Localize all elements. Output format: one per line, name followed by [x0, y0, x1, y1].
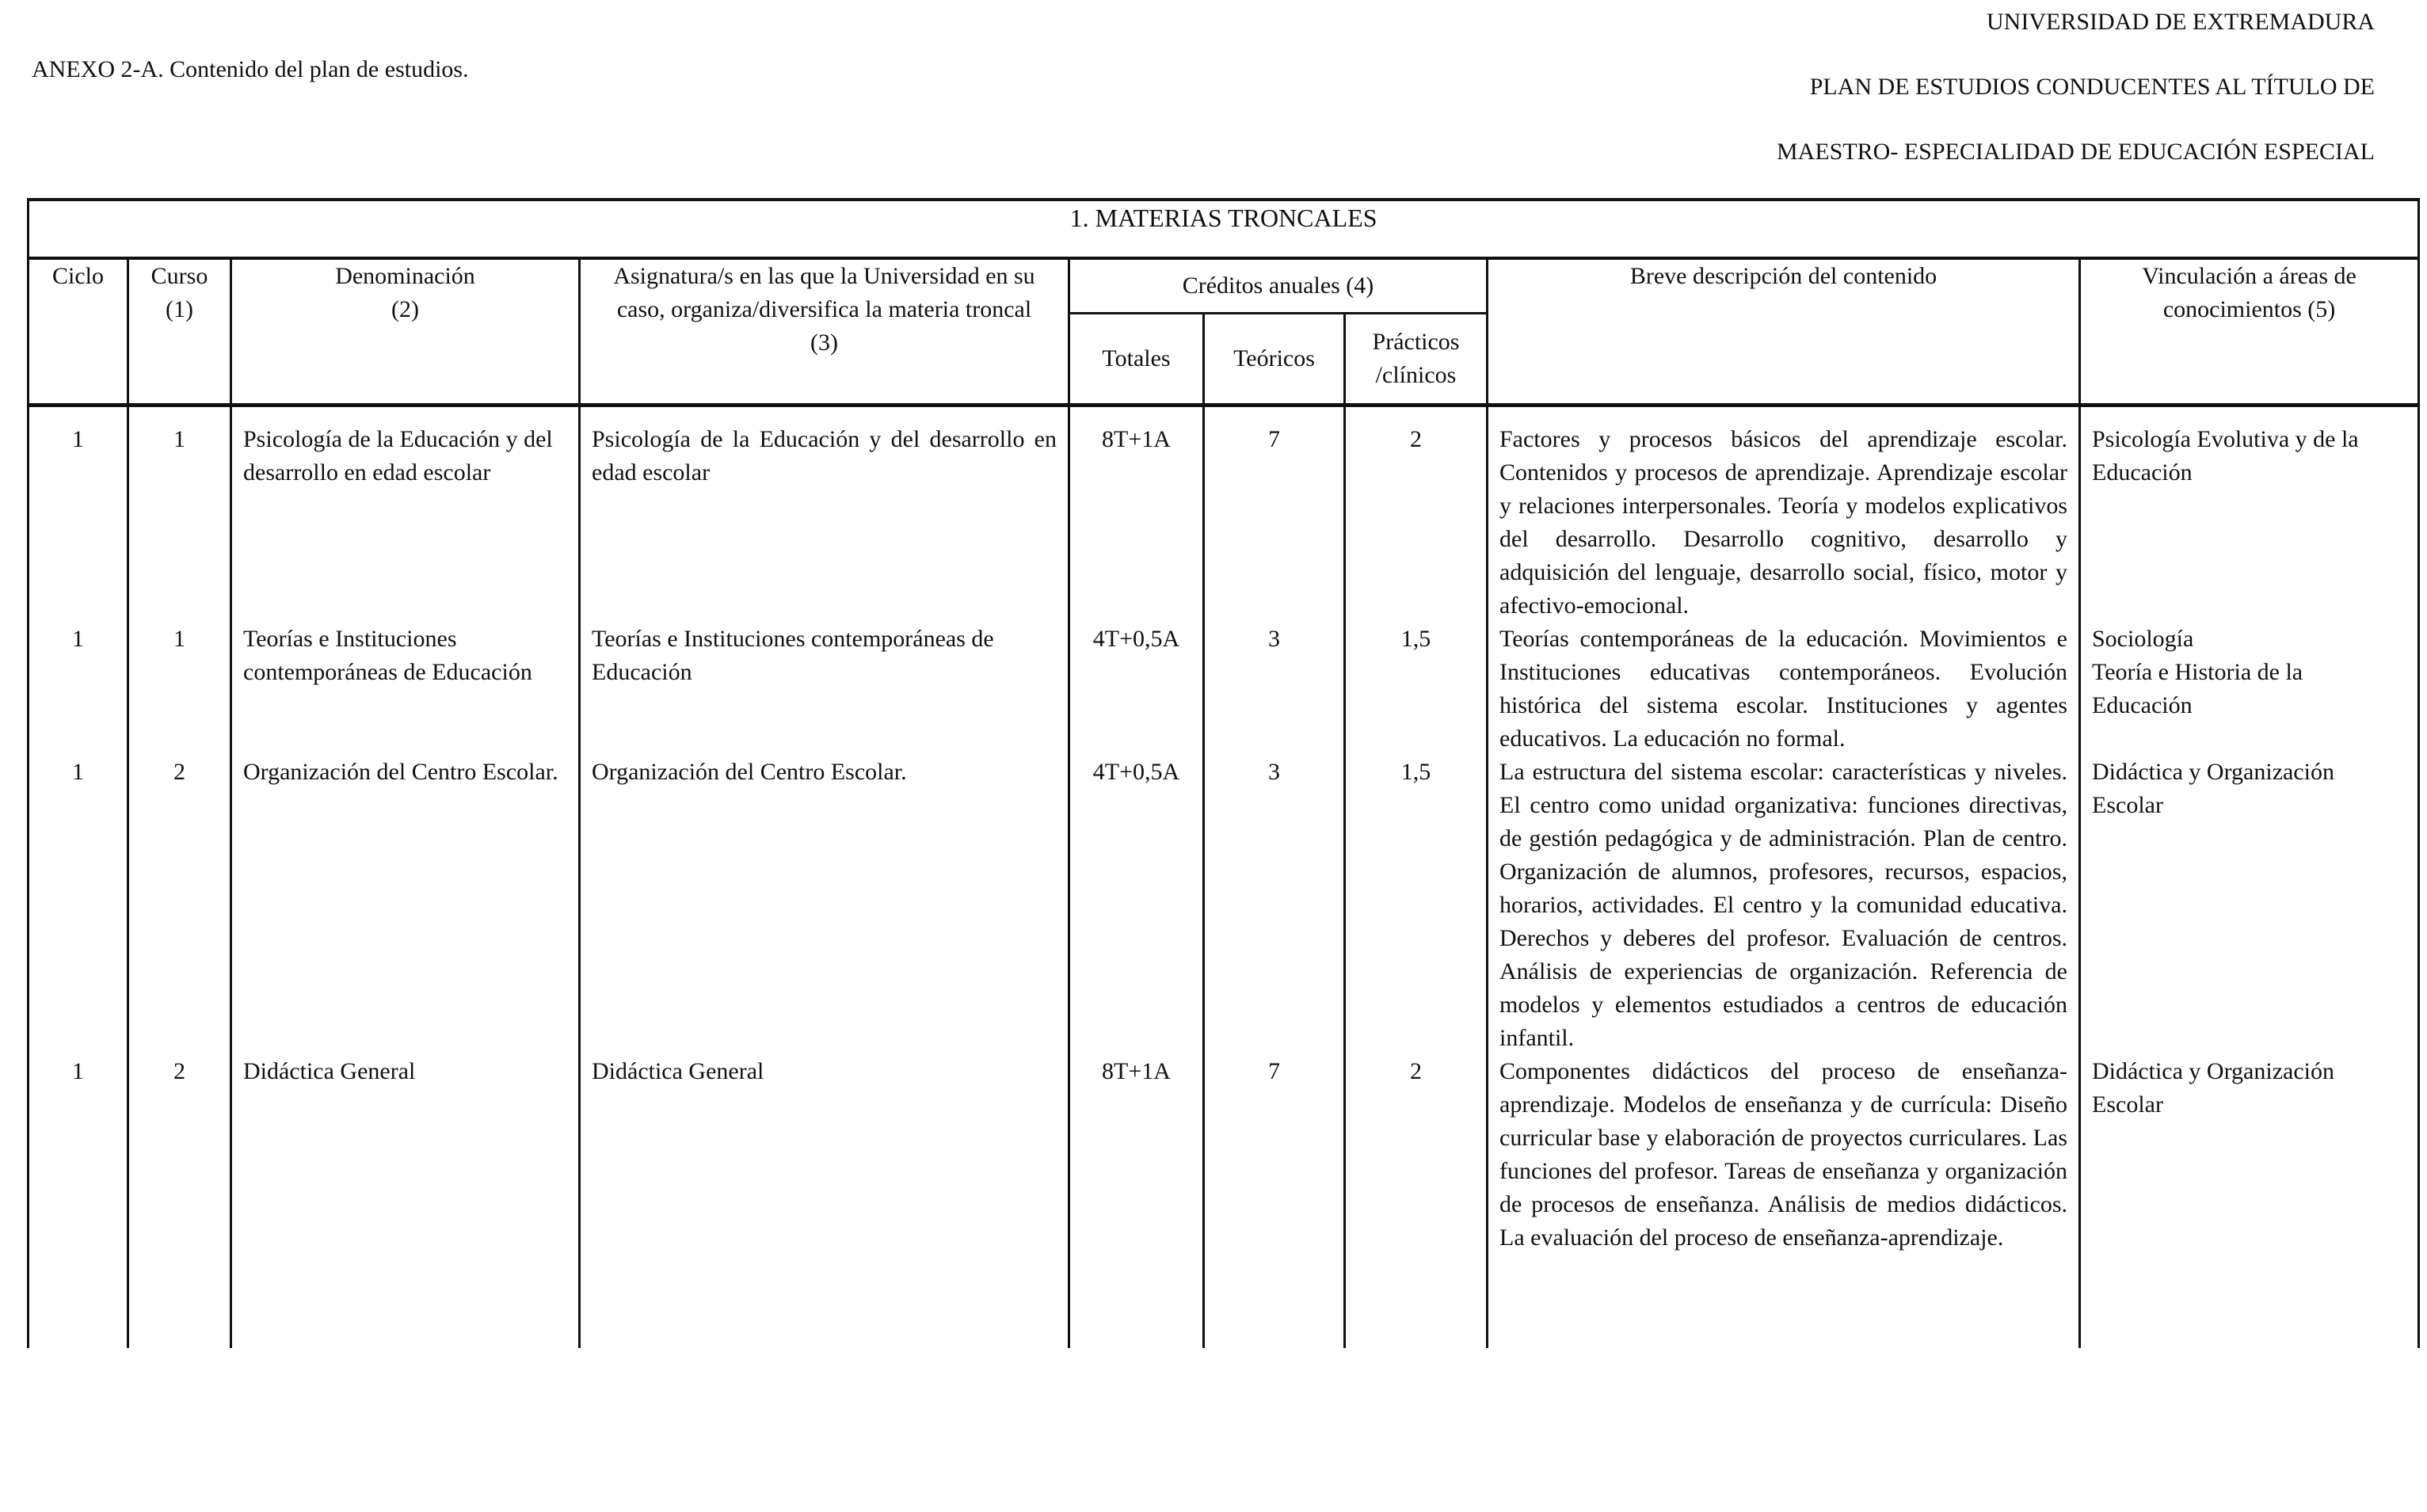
university-name: UNIVERSIDAD DE EXTREMADURA: [1987, 9, 2375, 35]
cell-totales: 4T+0,5A: [1069, 623, 1204, 756]
cell-ciclo: 1: [29, 1055, 128, 1348]
cell-descripcion: La estructura del sistema escolar: características y niveles. El centro como unidad organizativa: funciones directivas, de gestión pedagógica y de administración. Plan de centro. Organización de alumnos, profesores, recursos, espacios, horarios, actividades. El centro y la comunidad educativa. Derechos y deberes del profesor. Evaluación de centros. Análisis de experiencias de organización. Referencia de modelos y elementos estudiados a centros de educación infantil.: [1488, 756, 2080, 1055]
col-ciclo-header: Ciclo: [29, 258, 128, 406]
cell-curso: 1: [128, 423, 231, 623]
cell-descripcion: Teorías contemporáneas de la educación. Movimientos e Instituciones educativas contemporáneos. Evolución histórica del sistema escolar. Instituciones y agentes educativos. La educación no formal.: [1488, 623, 2080, 756]
table-row: [29, 423, 2419, 623]
cell-practicos: 1,5: [1345, 623, 1488, 756]
cell-practicos: 1,5: [1345, 756, 1488, 1055]
cell-ciclo: 1: [29, 623, 128, 756]
cell-descripcion: Componentes didácticos del proceso de enseñanza-aprendizaje. Modelos de enseñanza y de currícula: Diseño curricular base y elaboración de proyectos curriculares. Las funciones del profesor. Tareas de enseñanza y organización de procesos de enseñanza. Análisis de medios didácticos. La evaluación del proceso de enseñanza-aprendizaje.: [1488, 1055, 2080, 1348]
cell-vinculacion: Didáctica y Organización Escolar: [2080, 756, 2419, 1055]
cell-practicos: 2: [1345, 423, 1488, 623]
cell-ciclo: 1: [29, 423, 128, 623]
cell-asignatura: Didáctica General: [580, 1055, 1069, 1348]
col-totales-header: Totales: [1069, 314, 1204, 406]
cell-descripcion: Factores y procesos básicos del aprendizaje escolar. Contenidos y procesos de aprendizaje. Aprendizaje escolar y relaciones interpersonales. Teoría y modelos explicativos del desarrollo. Desarrollo cognitivo, desarrollo y adquisición del lenguaje, desarrollo social, físico, motor y afectivo-emocional.: [1488, 423, 2080, 623]
cell-teoricos: 3: [1204, 756, 1345, 1055]
cell-denominacion: Organización del Centro Escolar.: [231, 756, 580, 1055]
vinculacion-line: Teoría e Historia de la Educación: [2092, 659, 2303, 718]
col-vinculacion-header: Vinculación a áreas de conocimientos (5): [2080, 258, 2419, 406]
cell-ciclo: 1: [29, 756, 128, 1055]
cell-denominacion: Psicología de la Educación y del desarrollo en edad escolar: [231, 423, 580, 623]
cell-totales: 8T+1A: [1069, 423, 1204, 623]
cell-teoricos: 3: [1204, 623, 1345, 756]
cell-curso: 1: [128, 623, 231, 756]
table-row: [29, 1055, 2419, 1348]
cell-curso: 2: [128, 1055, 231, 1348]
cell-asignatura: Organización del Centro Escolar.: [580, 756, 1069, 1055]
annex-title: ANEXO 2-A. Contenido del plan de estudios.: [32, 56, 469, 82]
cell-teoricos: 7: [1204, 1055, 1345, 1348]
cell-practicos: 2: [1345, 1055, 1488, 1348]
cell-totales: 8T+1A: [1069, 1055, 1204, 1348]
cell-asignatura: Psicología de la Educación y del desarrollo en edad escolar: [580, 423, 1069, 623]
cell-curso: 2: [128, 756, 231, 1055]
plan-title-line1: PLAN DE ESTUDIOS CONDUCENTES AL TÍTULO DE: [1809, 74, 2375, 100]
cell-vinculacion: [2080, 623, 2419, 756]
cell-asignatura: Teorías e Instituciones contemporáneas de Educación: [580, 623, 1069, 756]
cell-totales: 4T+0,5A: [1069, 756, 1204, 1055]
table-row: [29, 623, 2419, 756]
col-descripcion-header: Breve descripción del contenido: [1488, 258, 2080, 406]
col-curso-header: Curso (1): [128, 258, 231, 406]
plan-title-line2: MAESTRO- ESPECIALIDAD DE EDUCACIÓN ESPECIAL: [1777, 139, 2375, 165]
cell-vinculacion: Didáctica y Organización Escolar: [2080, 1055, 2419, 1348]
col-asignatura-header: Asignatura/s en las que la Universidad en su caso, organiza/diversifica la materia troncal (3): [580, 258, 1069, 406]
col-teoricos-header: Teóricos: [1204, 314, 1345, 406]
cell-denominacion: Teorías e Instituciones contemporáneas de Educación: [231, 623, 580, 756]
troncales-table: [27, 198, 2420, 1348]
col-practicos-header: Prácticos /clínicos: [1345, 314, 1488, 406]
col-creditos-header: Créditos anuales (4): [1069, 258, 1488, 314]
table-row: [29, 756, 2419, 1055]
cell-teoricos: 7: [1204, 423, 1345, 623]
table-title: 1. MATERIAS TRONCALES: [29, 200, 2419, 258]
col-denominacion-header: Denominación (2): [231, 258, 580, 406]
cell-denominacion: Didáctica General: [231, 1055, 580, 1348]
vinculacion-line: Sociología: [2092, 626, 2194, 652]
cell-vinculacion: Psicología Evolutiva y de la Educación: [2080, 423, 2419, 623]
